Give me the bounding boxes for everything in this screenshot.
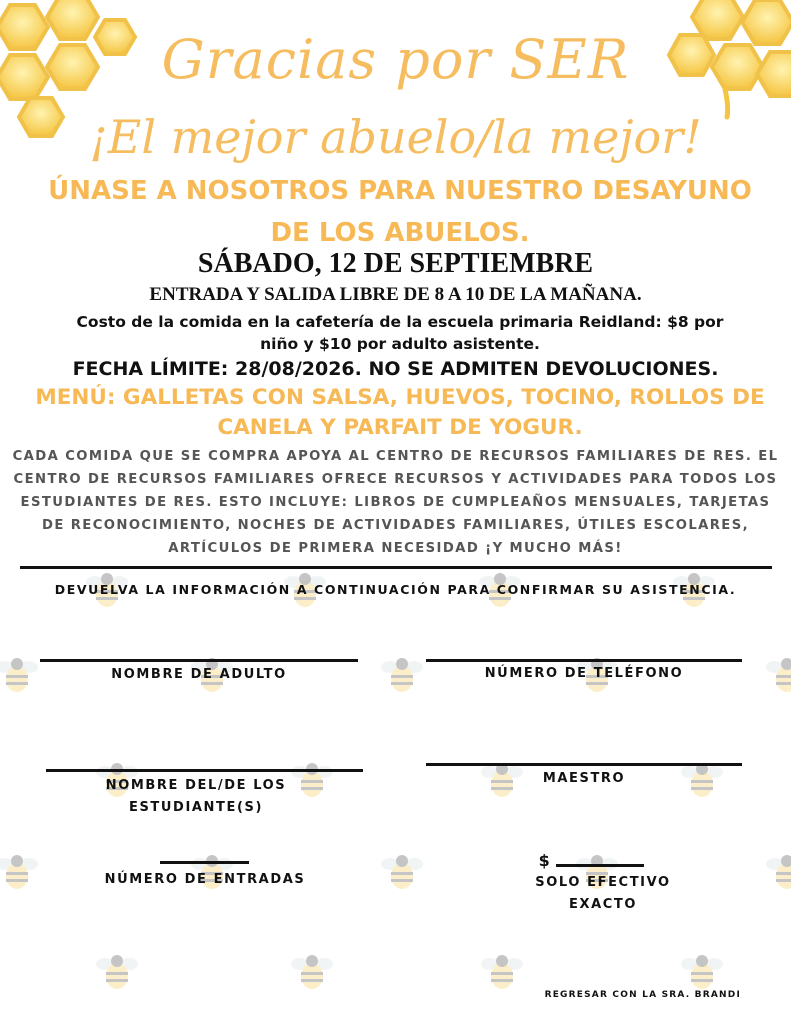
entries-label: NÚMERO DE ENTRADAS [104,872,306,887]
student-names-label: NOMBRE DEL/DE LOS ESTUDIANTE(S) [105,778,287,815]
bee-icon [0,655,39,695]
adult-name-field[interactable] [40,659,358,662]
cash-amount-field[interactable] [556,864,644,867]
deadline-notice: FECHA LÍMITE: 28/08/2026. NO SE ADMITEN DEVOLUCIONES. [72,358,719,380]
bee-icon [380,655,424,695]
about-family-center: CADA COMIDA QUE SE COMPRA APOYA AL CENTRO DE RECURSOS FAMILIARES DE RES. EL CENTRO DE RECURSOS FAMILIARES OFRECE RECURSOS Y ACTIVIDADES PARA TODOS LOS ESTUDIANTES DE RES. ESTO INCLUYE: LIBROS DE CUMPLEAÑOS MENSUALES, TARJETAS DE RECONOCIMIENTO, NOCHES DE ACTIVIDADES FAMILIARES, ÚTILES ESCOLARES, ARTÍCULOS DE PRIMERA NECESIDAD ¡Y MUCHO MÁS! [12,449,779,556]
bee-icon [765,655,791,695]
bee-icon [0,852,39,892]
phone-field[interactable] [426,659,742,662]
teacher-label: MAESTRO [542,771,626,786]
bee-icon [95,952,139,992]
bee-icon [290,760,334,800]
meal-cost: Costo de la comida en la cafetería de la escuela primaria Reidland: $8 por niño y $10 por adulto asistente. [76,313,724,353]
divider [20,566,772,569]
bee-icon [765,852,791,892]
dollar-sign: $ [538,851,552,870]
student-names-field[interactable] [46,769,363,772]
menu-text: MENÚ: GALLETAS CON SALSA, HUEVOS, TOCINO, ROLLOS DE CANELA Y PARFAIT DE YOGUR. [35,385,765,440]
adult-name-label: NOMBRE DE ADULTO [111,667,287,682]
heading-thank-you: Gracias por SER [161,28,630,91]
return-to-footer: REGRESAR CON LA SRA. BRANDI [544,990,741,1000]
invitation-text: ÚNASE A NOSOTROS PARA NUESTRO DESAYUNO DE LOS ABUELOS. [48,176,752,248]
bee-icon [480,952,524,992]
heading-best-grandparent: ¡El mejor abuelo/la mejor! [89,110,702,164]
bee-icon [290,952,334,992]
rsvp-instruction: DEVUELVA LA INFORMACIÓN A CONTINUACIÓN PARA CONFIRMAR SU ASISTENCIA. [54,582,737,597]
bee-icon [380,852,424,892]
phone-label: NÚMERO DE TELÉFONO [484,666,684,681]
bee-icon [680,952,724,992]
entry-time: ENTRADA Y SALIDA LIBRE DE 8 A 10 DE LA MAÑANA. [149,284,642,305]
cash-only-label: SOLO EFECTIVO EXACTO [535,875,671,912]
event-date: SÁBADO, 12 DE SEPTIEMBRE [197,248,594,279]
teacher-field[interactable] [426,763,742,766]
entries-field[interactable] [160,861,249,864]
